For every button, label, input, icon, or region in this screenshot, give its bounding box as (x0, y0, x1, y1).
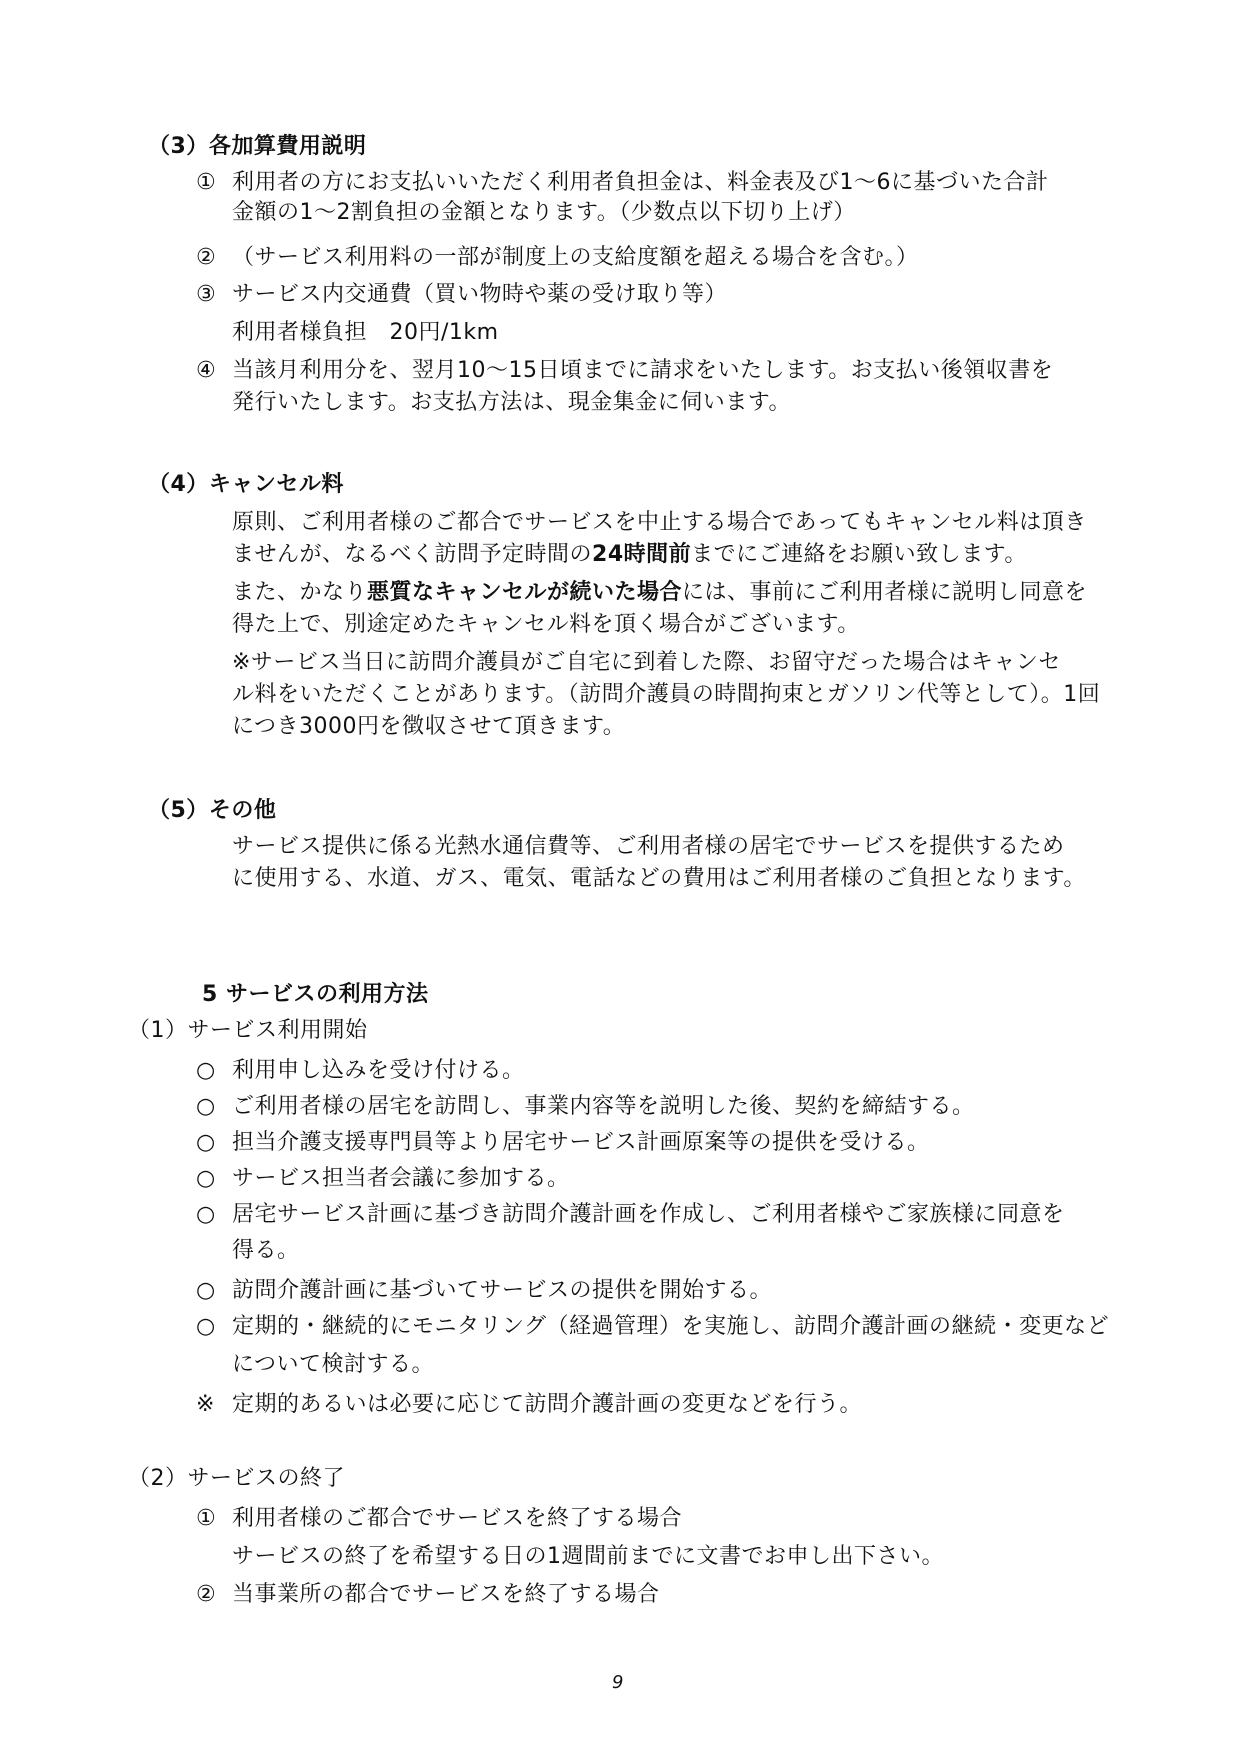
sec4-para-1-line-2 (232, 540, 1027, 570)
circle-bullet-icon: ○ (196, 1058, 216, 1083)
section-5-label: （5） (148, 798, 209, 823)
sec3-item-1-cont: 金額の1～2割負担の金額となります。（少数点以下切り上げ） (232, 200, 856, 225)
end-case-1-cont: サービスの終了を希望する日の1週間前までに文書でお申し出下さい。 (232, 1544, 944, 1569)
circle-bullet-icon: ○ (196, 1314, 216, 1339)
sec3-item-3-cont: 利用者様負担 20円/1km (232, 320, 499, 345)
item-number: ③ (196, 282, 217, 307)
sec3-item-3 (196, 280, 727, 310)
sec3-item-1 (196, 168, 1049, 198)
section-3-title: 各加算費用説明 (208, 134, 367, 159)
start-step-5-cont: 得る。 (232, 1238, 300, 1263)
item-text: （サービス利用料の一部が制度上の支給度額を超える場合を含む。） (232, 245, 919, 270)
circle-bullet-icon: ○ (196, 1166, 216, 1191)
item-number: ④ (196, 358, 217, 383)
section-4-label: （4） (148, 472, 209, 497)
start-note (196, 1390, 862, 1420)
item-text: サービス内交通費（買い物時や薬の受け取り等） (232, 282, 728, 307)
text: には、事前にご利用者様に説明し同意を (682, 580, 1088, 605)
start-step-1 (196, 1056, 525, 1086)
item-number: ① (196, 1506, 217, 1531)
circle-bullet-icon: ○ (196, 1130, 216, 1155)
start-step-2 (196, 1092, 975, 1122)
item-number: ② (196, 245, 217, 270)
section-5-title: その他 (208, 798, 277, 823)
step-text: ご利用者様の居宅を訪問し、事業内容等を説明した後、契約を締結する。 (232, 1094, 975, 1119)
item-number: ① (196, 170, 217, 195)
sec4-para-2-line-2: 得た上で、別途定めたキャンセル料を頂く場合がございます。 (232, 612, 860, 637)
section-5-heading (148, 796, 276, 826)
sec4-para-3-line-1: ※サービス当日に訪問介護員がご自宅に到着した際、お留守だった場合はキャンセ (232, 650, 1061, 675)
section-4-title: キャンセル料 (208, 472, 344, 497)
circle-bullet-icon: ○ (196, 1202, 216, 1227)
chapter-5-title: 5 サービスの利用方法 (202, 982, 429, 1007)
section-3-heading (148, 132, 366, 162)
note-text: 定期的あるいは必要に応じて訪問介護計画の変更などを行う。 (232, 1392, 863, 1417)
item-text: 当該月利用分を、翌月10～15日頃までに請求をいたします。お支払い後領収書を (232, 358, 1054, 383)
section-3-label: （3） (148, 134, 209, 159)
start-step-7 (196, 1312, 1109, 1342)
end-case-1 (196, 1504, 682, 1534)
item-number: ② (196, 1582, 217, 1607)
start-step-7-cont: について検討する。 (232, 1352, 435, 1377)
step-text: 居宅サービス計画に基づき訪問介護計画を作成し、ご利用者様やご家族様に同意を (232, 1202, 1065, 1227)
start-step-4 (196, 1164, 570, 1194)
start-step-3 (196, 1128, 930, 1158)
sec3-item-4-cont: 発行いたします。お支払方法は、現金集金に伺います。 (232, 390, 791, 415)
case-text: 利用者様のご都合でサービスを終了する場合 (232, 1506, 683, 1531)
step-text: サービス担当者会議に参加する。 (232, 1166, 570, 1191)
start-step-5 (196, 1200, 1065, 1230)
page-number: 9 (612, 1672, 624, 1693)
case-text: 当事業所の都合でサービスを終了する場合 (232, 1582, 660, 1607)
subsection-2-title: （2）サービスの終了 (128, 1466, 345, 1491)
sec4-para-2-line-1 (232, 578, 1087, 608)
sec3-item-4 (196, 356, 1053, 386)
emphasis-malicious-cancel: 悪質なキャンセルが続いた場合 (367, 580, 683, 605)
circle-bullet-icon: ○ (196, 1094, 216, 1119)
step-text: 担当介護支援専門員等より居宅サービス計画原案等の提供を受ける。 (232, 1130, 930, 1155)
text: また、かなり (232, 580, 368, 605)
step-text: 定期的・継続的にモニタリング（経過管理）を実施し、訪問介護計画の継続・変更など (232, 1314, 1110, 1339)
sec5-para-line-1: サービス提供に係る光熱水通信費等、ご利用者様の居宅でサービスを提供するため (232, 834, 1065, 859)
sec4-para-3-line-3: につき3000円を徴収させて頂きます。 (232, 714, 626, 739)
sec4-para-3-line-2: ル料をいただくことがあります。（訪問介護員の時間拘束とガソリン代等として）。1回 (232, 682, 1101, 707)
section-4-heading (148, 470, 344, 500)
end-case-2 (196, 1580, 660, 1610)
reference-mark: ※ (196, 1392, 215, 1417)
start-step-6 (196, 1276, 772, 1306)
sec3-item-2 (196, 243, 919, 273)
item-text: 利用者の方にお支払いいただく利用者負担金は、料金表及び1～6に基づいた合計 (232, 170, 1049, 195)
emphasis-24h: 24時間前 (592, 542, 692, 567)
circle-bullet-icon: ○ (196, 1278, 216, 1303)
text: までにご連絡をお願い致します。 (691, 542, 1027, 567)
sec5-para-line-2: に使用する、水道、ガス、電気、電話などの費用はご利用者様のご負担となります。 (232, 866, 1086, 891)
step-text: 訪問介護計画に基づいてサービスの提供を開始する。 (232, 1278, 773, 1303)
sec4-para-1-line-1: 原則、ご利用者様のご都合でサービスを中止する場合であってもキャンセル料は頂き (232, 510, 1087, 535)
text: ませんが、なるべく訪問予定時間の (232, 542, 593, 567)
step-text: 利用申し込みを受け付ける。 (232, 1058, 525, 1083)
subsection-1-title: （1）サービス利用開始 (128, 1018, 368, 1043)
